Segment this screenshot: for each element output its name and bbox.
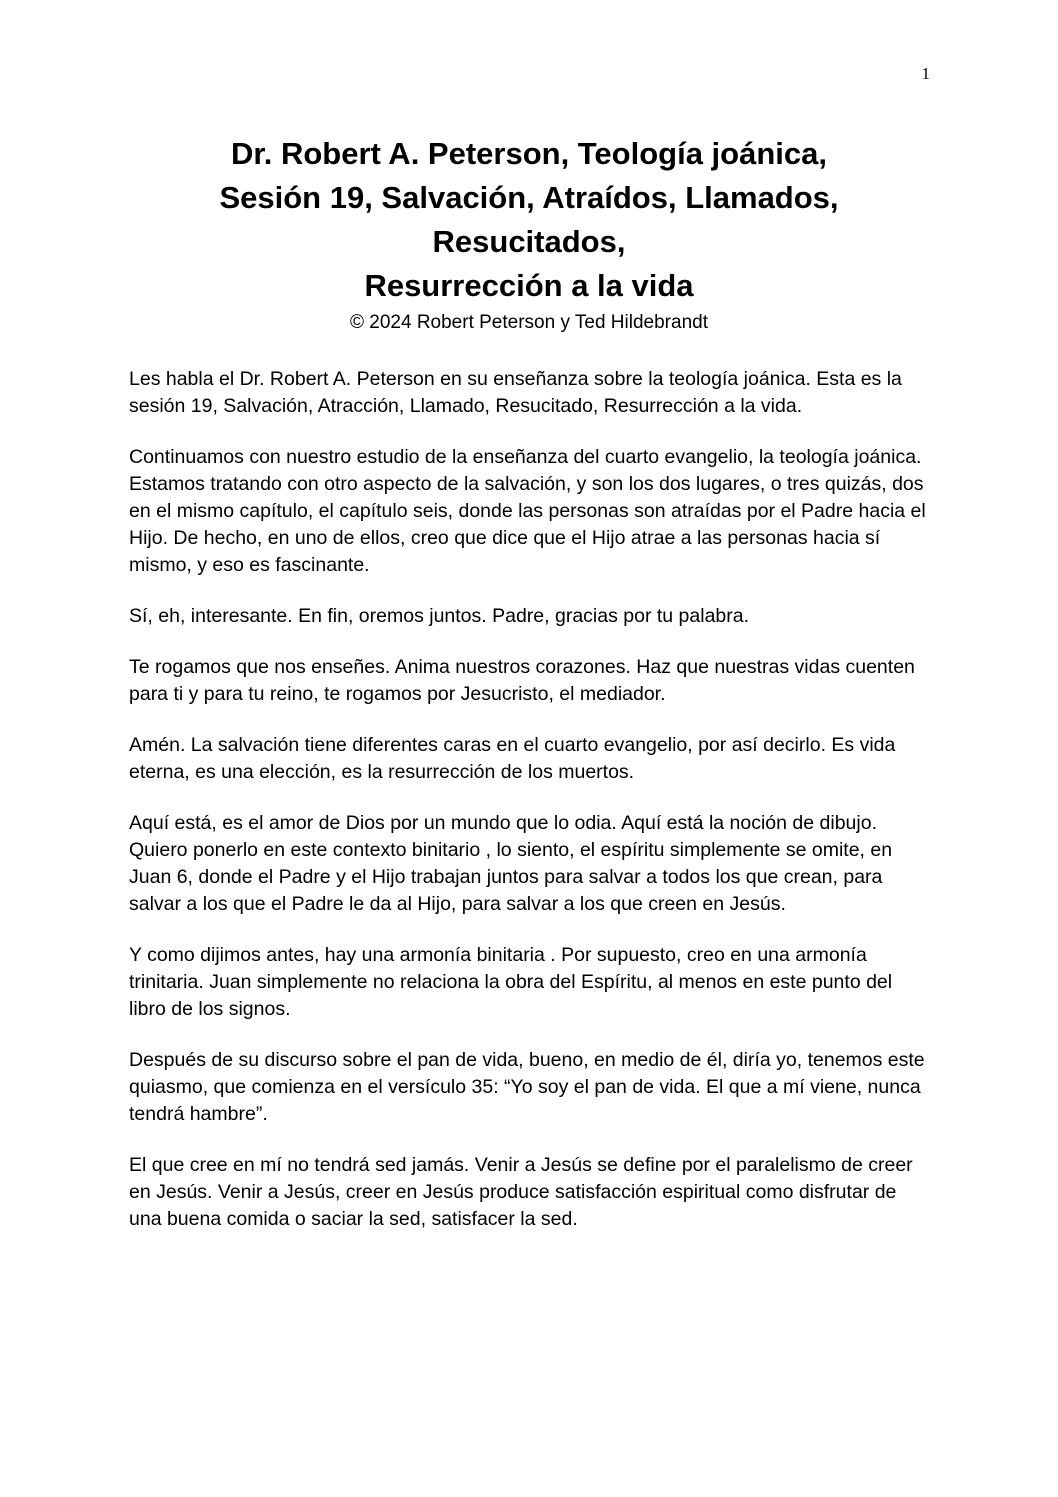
- paragraph: Te rogamos que nos enseñes. Anima nuestros corazones. Haz que nuestras vidas cuenten para ti y para tu reino, te rogamos por Jesucristo, el mediador.: [129, 656, 915, 705]
- paragraph: Continuamos con nuestro estudio de la enseñanza del cuarto evangelio, la teología joánica. Estamos tratando con otro aspecto de la salvación, y son los dos lugares, o tres quizás, dos en el mismo capítulo, el capítulo seis, donde las personas son atraídas por el Padre hacia el Hijo. De hecho, en uno de ellos, creo que dice que el Hijo atrae a las personas hacia sí mismo, y eso es fascinante.: [129, 446, 926, 576]
- paragraph: Sí, eh, interesante. En fin, oremos juntos. Padre, gracias por tu palabra.: [129, 605, 750, 627]
- paragraph: Amén. La salvación tiene diferentes caras en el cuarto evangelio, por así decirlo. Es vida eterna, es una elección, es la resurrección de los muertos.: [129, 734, 896, 783]
- paragraph: Les habla el Dr. Robert A. Peterson en su enseñanza sobre la teología joánica. Esta es la sesión 19, Salvación, Atracción, Llamado, Resucitado, Resurrección a la vida.: [129, 368, 902, 417]
- paragraph: Aquí está, es el amor de Dios por un mundo que lo odia. Aquí está la noción de dibujo. Quiero ponerlo en este contexto binitario , lo siento, el espíritu simplemente se omite, en Juan 6, donde el Padre y el Hijo trabajan juntos para salvar a todos los que crean, para salvar a los que el Padre le da al Hijo, para salvar a los que creen en Jesús.: [129, 812, 893, 915]
- title-line-2: Sesión 19, Salvación, Atraídos, Llamados,: [219, 180, 839, 215]
- title-line-4: Resurrección a la vida: [364, 268, 694, 303]
- title-line-3: Resucitados,: [432, 224, 626, 259]
- copyright-notice: © 2024 Robert Peterson y Ted Hildebrandt: [350, 312, 708, 333]
- document-body: [129, 366, 929, 1257]
- paragraph: Después de su discurso sobre el pan de vida, bueno, en medio de él, diría yo, tenemos este quiasmo, que comienza en el versículo 35: “Yo soy el pan de vida. El que a mí viene, nunca tendrá hambre”.: [129, 1049, 925, 1125]
- page-number: 1: [921, 64, 930, 83]
- paragraph: Y como dijimos antes, hay una armonía binitaria . Por supuesto, creo en una armonía trinitaria. Juan simplemente no relaciona la obra del Espíritu, al menos en este punto del libro de los signos.: [129, 944, 893, 1020]
- paragraph: El que cree en mí no tendrá sed jamás. Venir a Jesús se define por el paralelismo de creer en Jesús. Venir a Jesús, creer en Jesús produce satisfacción espiritual como disfrutar de una buena comida o saciar la sed, satisfacer la sed.: [129, 1154, 913, 1230]
- title-line-1: Dr. Robert A. Peterson, Teología joánica,: [230, 136, 827, 171]
- document-header: [129, 132, 929, 336]
